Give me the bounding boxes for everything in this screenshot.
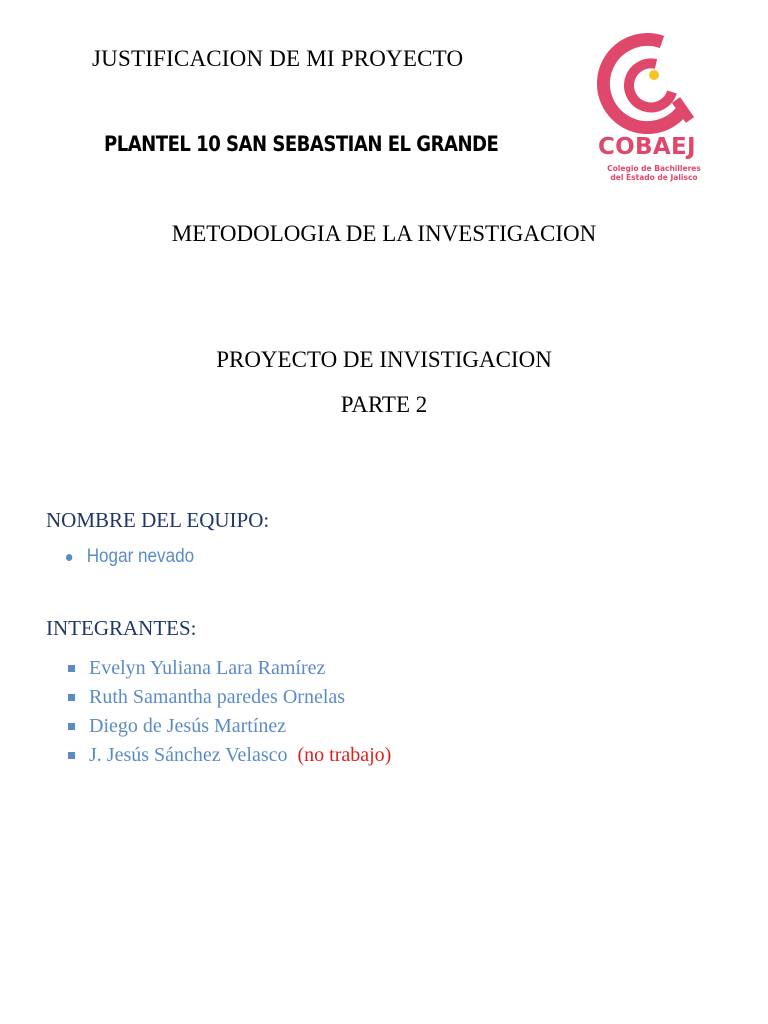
list-item bbox=[68, 683, 391, 712]
project-title: PROYECTO DE INVISTIGACION bbox=[216, 347, 552, 372]
cobaej-emblem-icon bbox=[592, 30, 712, 134]
list-item bbox=[68, 712, 391, 741]
bullet-square-icon bbox=[68, 665, 75, 672]
document-title: JUSTIFICACION DE MI PROYECTO bbox=[92, 46, 464, 71]
subject-title: METODOLOGIA DE LA INVESTIGACION bbox=[171, 221, 597, 246]
team-name: Hogar nevado bbox=[86, 546, 195, 567]
member-name: Ruth Samantha paredes Ornelas bbox=[89, 686, 346, 708]
logo-subtitle-line-2: del Estado de Jalisco bbox=[610, 173, 698, 182]
bullet-square-icon bbox=[68, 723, 75, 730]
project-part: PARTE 2 bbox=[340, 392, 428, 417]
bullet-square-icon bbox=[68, 694, 75, 701]
bullet-dot-icon bbox=[66, 554, 72, 561]
members-label: INTEGRANTES: bbox=[46, 616, 197, 640]
list-item bbox=[66, 546, 194, 568]
cobaej-logo bbox=[592, 30, 712, 190]
member-name: J. Jesús Sánchez Velasco bbox=[89, 744, 288, 766]
list-item bbox=[68, 654, 391, 683]
team-label: NOMBRE DEL EQUIPO: bbox=[46, 508, 270, 532]
list-item bbox=[68, 741, 391, 770]
team-list bbox=[66, 546, 208, 568]
member-note: (no trabajo) bbox=[297, 744, 392, 766]
member-name: Evelyn Yuliana Lara Ramírez bbox=[89, 657, 326, 679]
member-name: Diego de Jesús Martínez bbox=[89, 715, 287, 737]
members-list bbox=[68, 654, 391, 770]
campus-name: PLANTEL 10 SAN SEBASTIAN EL GRANDE bbox=[104, 132, 499, 156]
bullet-square-icon bbox=[68, 752, 75, 759]
logo-subtitle-line-1: Colegio de Bachilleres bbox=[607, 164, 701, 173]
logo-wordmark: COBAEJ bbox=[598, 134, 696, 160]
